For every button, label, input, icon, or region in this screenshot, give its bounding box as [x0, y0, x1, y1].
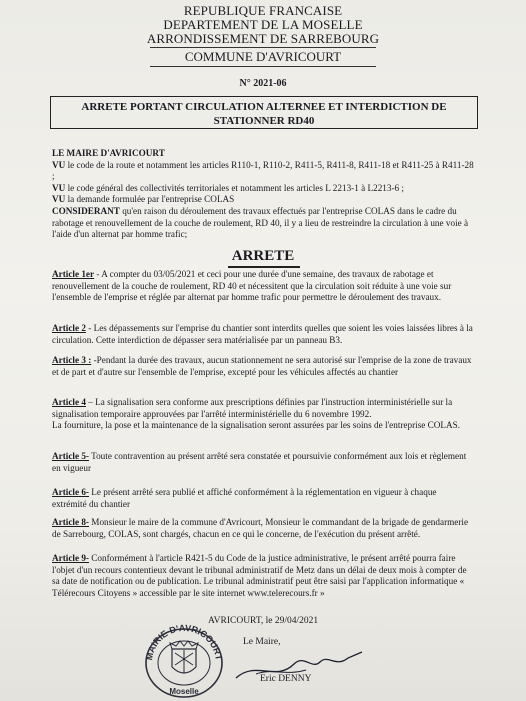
- article-4: [52, 397, 472, 432]
- article-label: Article 5-: [52, 451, 89, 461]
- article-5: [52, 451, 472, 474]
- coat-of-arms-icon: [170, 641, 198, 673]
- article-text: Conformément à l'article R421-5 du Code de la justice administrative, le présent arrêté pourra faire l'objet d'un recours contentieux devant le tribunal administratif de Metz dans un délai de deux mois à compter de sa date de notification ou de publication. Le tribunal administratif peut être saisi par l'application informatique « Télérecours Citoyens » accessible par le site internet www.telerecours.fr »: [52, 553, 467, 598]
- article-text: -Pendant la durée des travaux, aucun stationnement ne sera autorisé sur l'emprise de la zone de travaux et de part et d'autre sur l'ensemble de l'emprise, excepté pour les véhicules affectés au chantier: [52, 355, 472, 377]
- article-text: Monsieur le maire de la commune d'Avricourt, Monsieur le commandant de la brigade de gendarmerie de Sarrebourg, COLAS, sont chargés, chacun en ce qui le concerne, de l'exécution du présent arrêté.: [52, 517, 469, 539]
- article-text: Le présent arrêté sera publié et affiché conformément à la réglementation en vigueur à chaque extrémité du chantier: [52, 487, 437, 509]
- article-label: Article 9-: [52, 553, 89, 563]
- article-label: Article 8-: [52, 517, 89, 527]
- article-text-2: La fourniture, la pose et la maintenance de la signalisation seront assurées par les soins de l'entreprise COLAS.: [52, 420, 461, 431]
- article-text: – La signalisation sera conforme aux prescriptions définies par l'instruction interministérielle sur la signalisation temporaire approuvées par l'arrêté interministérielle du 6 novembre 1992.: [52, 397, 453, 419]
- preamble: [52, 148, 476, 241]
- stamp-ring-text: MAIRIE D'AVRICOURT: [144, 623, 224, 661]
- arrete-heading: ARRETE: [231, 248, 295, 264]
- article-label: Article 6-: [52, 487, 89, 497]
- article-2: [52, 323, 474, 346]
- article-text: Toute contravention au présent arrêté sera constatée et poursuivie conformément aux lois et règlement en vigueur: [52, 451, 467, 473]
- arrete-number: N° 2021-06: [239, 78, 287, 89]
- arrete-title-line1: ARRETE PORTANT CIRCULATION ALTERNEE ET INTERDICTION DE: [81, 101, 447, 113]
- article-6: [52, 487, 472, 510]
- arrete-heading-underline: [228, 266, 300, 268]
- article-text: - Les dépassements sur l'emprise du chantier sont interdits quelles que soient les voies laissées libres à la circulation. Cette interdiction de dépasser sera matérialisée par un panneau B3.: [52, 323, 473, 345]
- preamble-considerant: CONSIDERANT qu'en raison du déroulement des travaux effectués par l'entreprise COLAS dans le cadre du rabotage et renouvellement de la couche de roulement, RD 40, il y a lieu de restreindre la circulation à une voie à l'aide d'un alternat par homme trafic;: [52, 205, 469, 240]
- article-text: - A compter du 03/05/2021 et ceci pour une durée d'une semaine, des travaux de rabotage et renouvellement de la couche de roulement, RD 40 et nécessitent que la circulation soit réduite à une voie sur l'ensemble de l'emprise et réglée par alternat par homme trafic pour permettre le déroulement des travaux.: [52, 269, 452, 303]
- article-8: [52, 517, 472, 540]
- signature-title: Le Maire,: [243, 637, 281, 647]
- article-label: Article 1er: [52, 269, 95, 279]
- header-arrondissement: ARRONDISSEMENT DE SARREBOURG: [146, 31, 380, 46]
- stamp-bottom-text: Moselle: [169, 687, 199, 696]
- preamble-maire: LE MAIRE D'AVRICOURT: [52, 148, 165, 158]
- signature-date: AVRICOURT, le 29/04/2021: [208, 616, 319, 626]
- article-1: [52, 269, 474, 304]
- arrete-title-line2: STATIONNER RD40: [213, 115, 315, 127]
- article-3: [52, 355, 474, 378]
- article-label: Article 2: [52, 323, 86, 333]
- arrete-title-box: [50, 96, 478, 129]
- article-label: Article 4: [52, 397, 86, 407]
- commune-stamp: [142, 623, 226, 699]
- article-label: Article 3 :: [52, 355, 92, 365]
- header-commune: COMMUNE D'AVRICOURT: [150, 47, 376, 67]
- article-9: [52, 553, 474, 599]
- header-republique: REPUBLIQUE FRANCAISE: [183, 3, 343, 18]
- preamble-vu-3: VU la demande formulée par l'entreprise COLAS: [52, 194, 235, 205]
- preamble-vu-1: VU le code de la route et notamment les articles R110-1, R110-2, R411-5, R411-8, R411-18 et R411-25 à R411-28 ;: [52, 159, 474, 182]
- header-departement: DEPARTEMENT DE LA MOSELLE: [163, 17, 363, 32]
- signature-name: Eric DENNY: [260, 674, 312, 684]
- preamble-vu-2: VU le code général des collectivités territoriales et notamment les articles L 2213-1 à L2213-6 ;: [52, 182, 404, 193]
